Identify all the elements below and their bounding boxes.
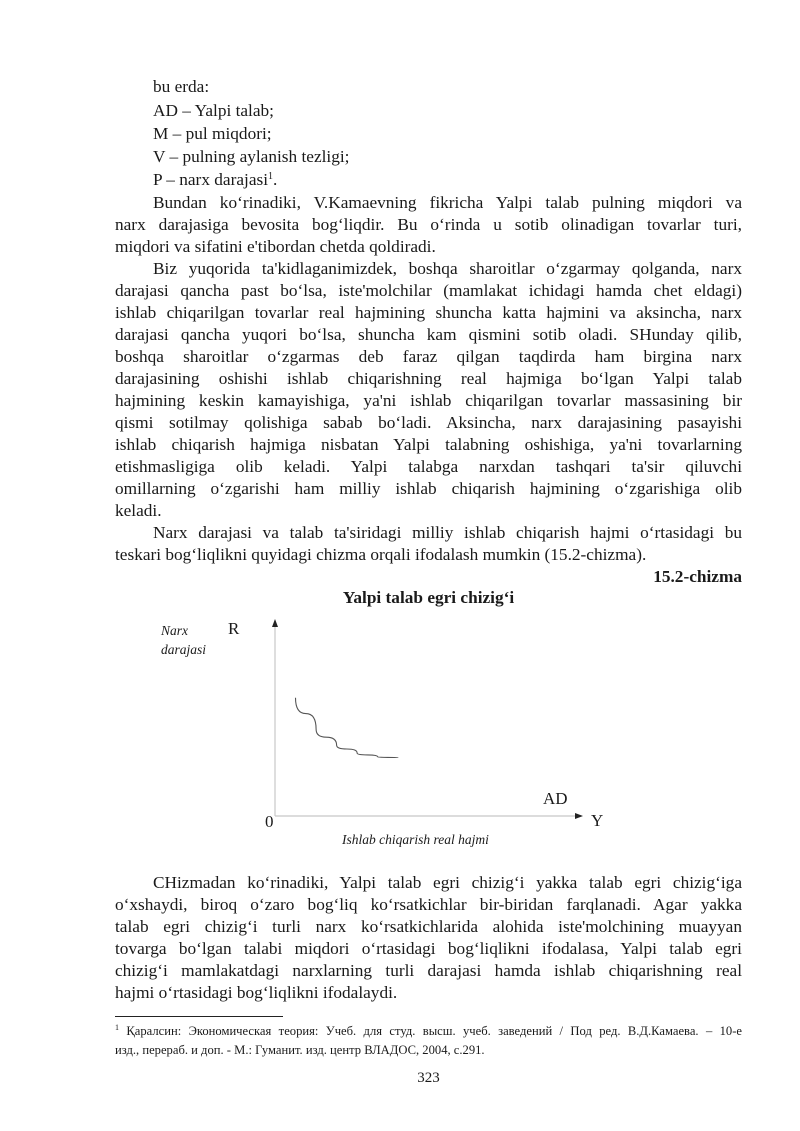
y-axis-symbol: R: [228, 619, 240, 638]
para4-line-1: CHizmadan ko‘rinadiki, Yalpi talab egri chizig‘i yakka talab egri chizig‘iga: [153, 873, 742, 892]
definition-m: M – pul miqdori;: [153, 124, 272, 143]
definition-v: V – pulning aylanish tezligi;: [153, 147, 350, 166]
para2-line-7: hajmining keskin kamayishiga, ya'ni ishlab chiqarilgan tovarlar massasining bir: [115, 391, 742, 410]
x-axis-symbol: Y: [591, 811, 604, 830]
footnote-text-1: Қаралсин: Экономическая теория: Учеб. для студ. высш. учеб. заведений / Под ред. В.Д.Камаева. – 10-е: [126, 1024, 742, 1038]
para2-line-5: boshqa sharoitlar o‘zgarmas deb faraz qilgan taqdirda ham birgina narx: [115, 347, 742, 366]
para1-line-1: Bundan ko‘rinadiki, V.Kamaevning fikricha Yalpi talab pulning miqdori va: [153, 193, 742, 212]
page-number: 323: [417, 1070, 440, 1086]
y-axis-label-line2: darajasi: [161, 642, 207, 657]
para2-line-4: darajasi qancha yuqori bo‘lsa, shuncha kam qismini sotib oladi. SHunday qilib,: [115, 325, 742, 344]
footnote-line-2: изд., перераб. и доп. - М.: Гуманит. изд. центр ВЛАДОС, 2004, с.291.: [115, 1043, 485, 1057]
definition-p-text: P – narx darajasi: [153, 170, 269, 189]
para2-line-1: Biz yuqorida ta'kidlaganimizdek, boshqa sharoitlar o‘zgarmay qolganda, narx: [153, 259, 742, 278]
para4-line-5: chizig‘i mamlakatdagi narxlarning turli darajasi hamda ishlab chiqarishning real: [115, 961, 742, 980]
para3-line-1: Narx darajasi va talab ta'siridagi milliy ishlab chiqarish hajmi o‘rtasidagi bu: [153, 523, 742, 542]
footnote-rule: [115, 1016, 283, 1017]
definition-ad: AD – Yalpi talab;: [153, 101, 274, 120]
figure-number: 15.2-chizma: [653, 567, 742, 586]
footnote-reference: 1: [268, 171, 274, 182]
para4-line-6: hajmi o‘rtasidagi bog‘liqlikni ifodalaydi.: [115, 983, 398, 1002]
x-axis-arrow-icon: [575, 813, 583, 819]
para2-line-9: ishlab chiqarish hajmiga nisbatan Yalpi talabning oshishiga, ya'ni tovarlarning: [115, 435, 742, 454]
definition-p-end: .: [273, 170, 278, 189]
para2-line-12: keladi.: [115, 501, 162, 520]
figure-title: Yalpi talab egri chizig‘i: [342, 588, 515, 607]
para2-line-10: etishmasligiga olib keladi. Yalpi talabga narxdan tashqari ta'sir qiluvchi: [115, 457, 742, 476]
footnote-line-1: [115, 1022, 742, 1040]
origin-label: 0: [265, 812, 274, 831]
para4-line-2: o‘xshaydi, biroq o‘zaro bog‘liq ko‘rsatkichlar bir-biridan farqlanadi. Agar yakka: [115, 895, 742, 914]
y-axis-label-line1: Narx: [161, 623, 188, 638]
para4-line-4: tovarga bo‘lgan talabi miqdori o‘rtasidagi bog‘liqlikni ifodalasa, Yalpi talab egri: [115, 939, 742, 958]
para2-line-11: omillarning o‘zgarishi ham milliy ishlab chiqarish hajmining o‘zgarishiga olib: [115, 479, 742, 498]
series-label-ad: AD: [543, 789, 568, 808]
para3-line-2: teskari bog‘liqlikni quyidagi chizma orqali ifodalash mumkin (15.2-chizma).: [115, 545, 647, 564]
footnote-mark: 1: [115, 1023, 119, 1032]
para4-line-3: talab egri chizig‘i turli narx ko‘rsatkichlarida alohida iste'molchining muayyan: [115, 917, 742, 936]
para2-line-2: darajasi qancha past bo‘lsa, iste'molchilar (mamlakat ichidagi hamda chet eldagi): [115, 281, 742, 300]
ad-curve: [296, 698, 399, 758]
para2-line-3: ishlab chiqarilgan tovarlar real hajmining shuncha katta hajmini va aksincha, narx: [115, 303, 742, 322]
definition-p: [153, 170, 277, 190]
para2-line-8: qismi sotilmay qolishiga sabab bo‘ladi. Aksincha, narx darajasining pasayishi: [115, 413, 742, 432]
definitions-intro: bu erda:: [153, 77, 210, 96]
x-axis-label: Ishlab chiqarish real hajmi: [342, 832, 489, 847]
para2-line-6: darajasining oshishi ishlab chiqarishning real hajmiga bo‘lgan Yalpi talab: [115, 369, 742, 388]
para1-line-2: narx darajasiga bevosita bog‘liqdir. Bu o‘rinda u sotib olinadigan tovarlar turi,: [115, 215, 742, 234]
para1-line-3: miqdori va sifatini e'tibordan chetda qoldiradi.: [115, 237, 436, 256]
y-axis-arrow-icon: [272, 619, 278, 627]
